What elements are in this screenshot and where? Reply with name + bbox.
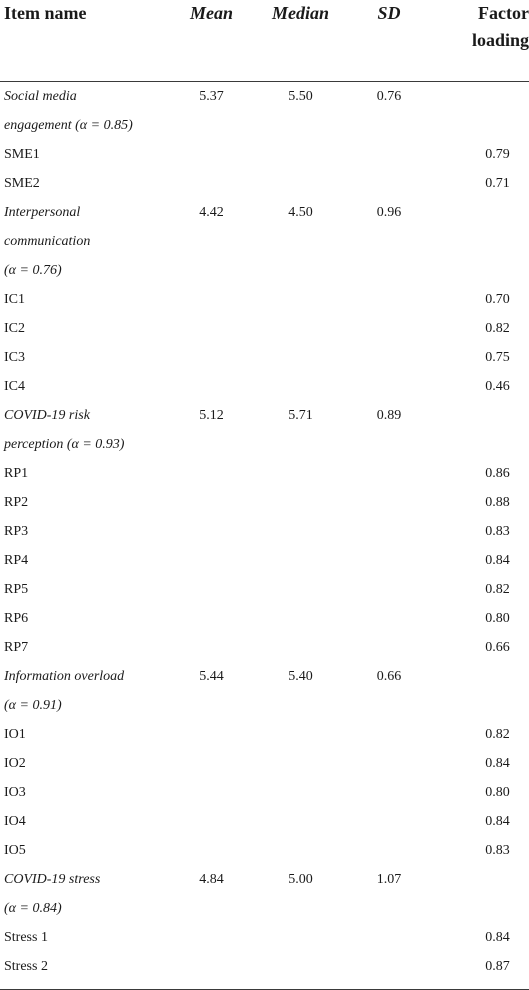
item-empty-cell (348, 720, 430, 749)
item-empty-cell (170, 952, 253, 981)
group-loading-cell (430, 691, 529, 720)
item-row (0, 923, 529, 952)
group-loading-cell (430, 111, 529, 140)
item-empty-cell (170, 720, 253, 749)
item-name-cell: IC3 (4, 350, 25, 365)
item-empty-cell (348, 343, 430, 372)
group-loading-cell (430, 662, 529, 691)
item-empty-cell (170, 923, 253, 952)
item-name-cell: SME1 (4, 147, 40, 162)
header-factor-loading (430, 0, 529, 82)
item-empty-cell (348, 836, 430, 865)
item-row (0, 459, 529, 488)
group-mean-cell (170, 256, 253, 285)
item-loading-cell: 0.83 (485, 843, 510, 858)
item-empty-cell (348, 807, 430, 836)
item-empty-cell (348, 604, 430, 633)
item-name-cell: IC2 (4, 321, 25, 336)
item-row (0, 633, 529, 662)
item-name-cell: IO2 (4, 756, 26, 771)
item-row (0, 807, 529, 836)
item-empty-cell (170, 546, 253, 575)
item-empty-cell (170, 488, 253, 517)
item-row (0, 720, 529, 749)
item-name-cell: Stress 2 (4, 959, 48, 974)
item-row (0, 546, 529, 575)
group-median-cell: 5.71 (288, 408, 313, 423)
group-median-cell: 4.50 (288, 205, 313, 220)
item-loading-cell: 0.75 (485, 350, 510, 365)
group-name-line: perception (α = 0.93) (4, 437, 125, 452)
group-sd-cell (348, 894, 430, 923)
group-sd-cell (348, 691, 430, 720)
header-factor-line-1: Factor (478, 3, 529, 23)
item-name-cell: RP6 (4, 611, 29, 626)
item-name-cell: RP2 (4, 495, 29, 510)
item-empty-cell (348, 314, 430, 343)
group-mean-cell (170, 430, 253, 459)
item-name-cell: Stress 1 (4, 930, 48, 945)
group-median-cell (253, 894, 348, 923)
group-row (0, 198, 529, 227)
item-empty-cell (348, 517, 430, 546)
item-empty-cell (170, 517, 253, 546)
item-row (0, 836, 529, 865)
header-mean: Mean (170, 0, 253, 82)
header-item-name: Item name (0, 0, 170, 82)
group-mean-cell (170, 227, 253, 256)
item-empty-cell (348, 488, 430, 517)
group-loading-cell (430, 401, 529, 430)
item-empty-cell (253, 285, 348, 314)
item-empty-cell (253, 923, 348, 952)
group-row-continued (0, 227, 529, 256)
item-name-cell: IO4 (4, 814, 26, 829)
group-median-cell: 5.40 (288, 669, 313, 684)
item-empty-cell (170, 778, 253, 807)
group-row (0, 662, 529, 691)
group-row (0, 865, 529, 894)
item-row (0, 488, 529, 517)
group-row-continued (0, 256, 529, 285)
item-loading-cell: 0.87 (485, 959, 510, 974)
group-sd-cell (348, 227, 430, 256)
item-row (0, 517, 529, 546)
group-sd-cell: 1.07 (376, 872, 402, 887)
group-median-cell (253, 111, 348, 140)
item-loading-cell: 0.84 (485, 756, 510, 771)
group-sd-cell (348, 256, 430, 285)
item-empty-cell (253, 836, 348, 865)
table-header (0, 0, 529, 82)
item-empty-cell (253, 633, 348, 662)
item-name-cell: IO3 (4, 785, 26, 800)
group-median-cell: 5.00 (288, 872, 313, 887)
item-empty-cell (253, 517, 348, 546)
group-row-continued (0, 430, 529, 459)
item-empty-cell (170, 372, 253, 401)
group-loading-cell (430, 430, 529, 459)
item-loading-cell: 0.84 (485, 930, 510, 945)
item-loading-cell: 0.46 (485, 379, 510, 394)
item-empty-cell (170, 836, 253, 865)
item-empty-cell (253, 459, 348, 488)
group-name-line: (α = 0.76) (4, 263, 62, 278)
item-empty-cell (253, 807, 348, 836)
item-row (0, 285, 529, 314)
item-empty-cell (348, 952, 430, 981)
item-row (0, 575, 529, 604)
group-median-cell: 5.50 (288, 89, 313, 104)
item-loading-cell: 0.84 (485, 553, 510, 568)
item-name-cell: RP3 (4, 524, 29, 539)
group-loading-cell (430, 82, 529, 112)
group-mean-cell (170, 111, 253, 140)
item-empty-cell (348, 633, 430, 662)
item-loading-cell: 0.80 (485, 611, 510, 626)
item-loading-cell: 0.88 (485, 495, 510, 510)
item-empty-cell (253, 140, 348, 169)
item-empty-cell (253, 546, 348, 575)
item-name-cell: IO5 (4, 843, 26, 858)
item-empty-cell (170, 285, 253, 314)
item-loading-cell: 0.82 (485, 727, 510, 742)
item-name-cell: IC4 (4, 379, 25, 394)
group-mean-cell (170, 894, 253, 923)
header-median: Median (253, 0, 348, 82)
group-loading-cell (430, 894, 529, 923)
item-empty-cell (348, 372, 430, 401)
group-mean-cell: 5.12 (199, 408, 224, 423)
group-mean-cell (170, 691, 253, 720)
item-empty-cell (253, 604, 348, 633)
item-name-cell: IC1 (4, 292, 25, 307)
group-median-cell (253, 430, 348, 459)
group-row-continued (0, 691, 529, 720)
item-name-cell: SME2 (4, 176, 40, 191)
item-empty-cell (253, 169, 348, 198)
group-row-continued (0, 894, 529, 923)
item-empty-cell (253, 778, 348, 807)
group-name-line: Information overload (4, 669, 125, 684)
item-name-cell: RP4 (4, 553, 29, 568)
item-empty-cell (170, 343, 253, 372)
group-loading-cell (430, 198, 529, 227)
item-empty-cell (253, 749, 348, 778)
group-sd-cell: 0.89 (376, 408, 402, 423)
item-empty-cell (253, 720, 348, 749)
item-empty-cell (348, 285, 430, 314)
table-body (0, 82, 529, 982)
group-loading-cell (430, 227, 529, 256)
item-loading-cell: 0.71 (485, 176, 510, 191)
item-empty-cell (170, 749, 253, 778)
item-empty-cell (170, 459, 253, 488)
group-loading-cell (430, 256, 529, 285)
group-mean-cell: 5.44 (199, 669, 224, 684)
group-name-line: Social media (4, 89, 77, 104)
group-sd-cell: 0.96 (376, 205, 402, 220)
item-empty-cell (348, 749, 430, 778)
item-empty-cell (253, 952, 348, 981)
item-loading-cell: 0.83 (485, 524, 510, 539)
item-empty-cell (170, 314, 253, 343)
item-empty-cell (170, 169, 253, 198)
group-mean-cell: 4.42 (199, 205, 224, 220)
item-empty-cell (253, 575, 348, 604)
group-median-cell (253, 691, 348, 720)
item-row (0, 372, 529, 401)
group-sd-cell (348, 430, 430, 459)
group-sd-cell: 0.76 (376, 89, 402, 104)
item-loading-cell: 0.80 (485, 785, 510, 800)
group-row (0, 82, 529, 112)
item-row (0, 314, 529, 343)
item-loading-cell: 0.66 (485, 640, 510, 655)
group-row-continued (0, 111, 529, 140)
group-name-line: engagement (α = 0.85) (4, 118, 133, 133)
item-loading-cell: 0.82 (485, 321, 510, 336)
item-loading-cell: 0.86 (485, 466, 510, 481)
item-empty-cell (170, 140, 253, 169)
item-empty-cell (348, 778, 430, 807)
item-loading-cell: 0.79 (485, 147, 510, 162)
item-empty-cell (170, 807, 253, 836)
item-loading-cell: 0.70 (485, 292, 510, 307)
item-empty-cell (348, 140, 430, 169)
item-empty-cell (253, 372, 348, 401)
group-median-cell (253, 256, 348, 285)
item-empty-cell (253, 314, 348, 343)
item-empty-cell (348, 459, 430, 488)
item-row (0, 169, 529, 198)
item-name-cell: RP5 (4, 582, 29, 597)
item-empty-cell (253, 488, 348, 517)
header-factor-line-2: loading (471, 30, 529, 50)
header-sd: SD (348, 0, 430, 82)
item-empty-cell (170, 575, 253, 604)
group-loading-cell (430, 865, 529, 894)
item-empty-cell (348, 169, 430, 198)
item-empty-cell (170, 633, 253, 662)
group-name-line: COVID-19 risk (4, 408, 90, 423)
group-name-line: Interpersonal (4, 205, 81, 220)
group-mean-cell: 4.84 (199, 872, 224, 887)
item-name-cell: RP1 (4, 466, 29, 481)
group-sd-cell: 0.66 (376, 669, 402, 684)
group-mean-cell: 5.37 (199, 89, 224, 104)
item-row (0, 749, 529, 778)
item-row (0, 778, 529, 807)
group-median-cell (253, 227, 348, 256)
group-name-line: (α = 0.84) (4, 901, 62, 916)
item-row (0, 604, 529, 633)
group-name-line: COVID-19 stress (4, 872, 101, 887)
item-empty-cell (348, 546, 430, 575)
item-empty-cell (253, 343, 348, 372)
item-empty-cell (348, 923, 430, 952)
item-row (0, 343, 529, 372)
group-sd-cell (348, 111, 430, 140)
item-loading-cell: 0.84 (485, 814, 510, 829)
header-row (0, 0, 529, 82)
group-name-line: communication (4, 234, 91, 249)
item-row (0, 140, 529, 169)
item-name-cell: IO1 (4, 727, 26, 742)
item-loading-cell: 0.82 (485, 582, 510, 597)
item-name-cell: RP7 (4, 640, 29, 655)
item-empty-cell (348, 575, 430, 604)
group-name-line: (α = 0.91) (4, 698, 62, 713)
item-row (0, 952, 529, 981)
item-empty-cell (170, 604, 253, 633)
group-row (0, 401, 529, 430)
